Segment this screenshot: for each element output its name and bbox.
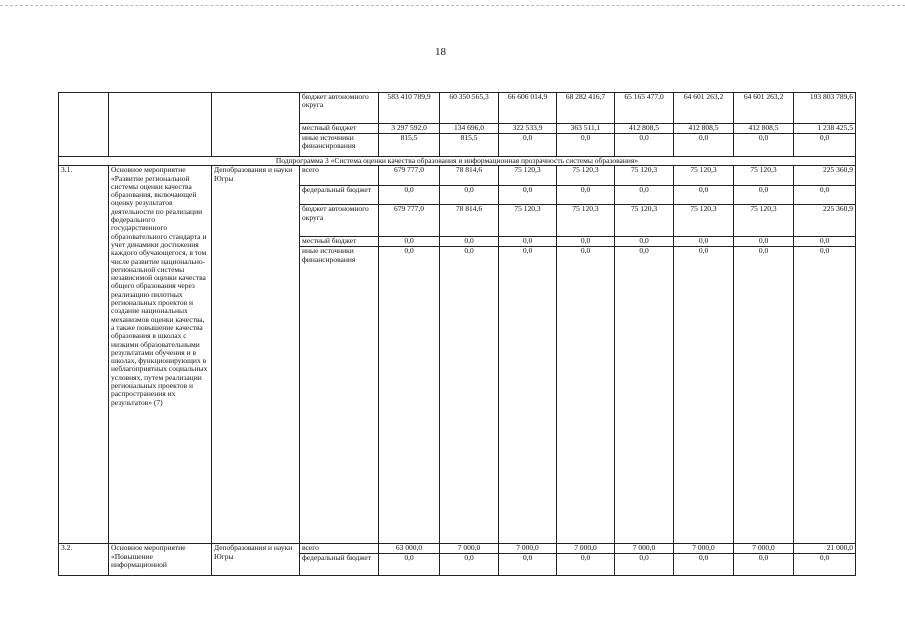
value-cell: 0,0	[794, 247, 856, 544]
table-row	[59, 157, 856, 166]
funding-source: всего	[300, 544, 379, 554]
value-cell: 0,0	[440, 237, 499, 247]
executor-cell	[212, 93, 300, 157]
value-cell: 21 000,0	[794, 544, 856, 554]
value-cell: 7 000,0	[440, 544, 499, 554]
value-cell: 75 120,3	[557, 166, 615, 186]
value-cell: 7 000,0	[674, 544, 734, 554]
value-cell: 66 606 014,9	[499, 93, 557, 124]
value-cell: 0,0	[674, 186, 734, 205]
value-cell: 0,0	[615, 247, 674, 544]
value-cell: 0,0	[734, 134, 794, 157]
value-cell: 60 350 565,3	[440, 93, 499, 124]
value-cell: 0,0	[615, 554, 674, 576]
value-cell: 679 777,0	[379, 205, 440, 237]
value-cell: 78 814,6	[440, 166, 499, 186]
value-cell: 75 120,3	[557, 205, 615, 237]
value-cell: 0,0	[557, 247, 615, 544]
value-cell: 815,5	[440, 134, 499, 157]
value-cell: 0,0	[734, 247, 794, 544]
entry-number: 3.2.	[59, 544, 109, 576]
description-cell	[109, 93, 212, 157]
value-cell: 0,0	[794, 554, 856, 576]
value-cell: 0,0	[615, 186, 674, 205]
value-cell: 75 120,3	[674, 166, 734, 186]
value-cell: 75 120,3	[734, 166, 794, 186]
value-cell: 363 511,1	[557, 124, 615, 134]
funding-source: иные источники финансирования	[300, 247, 379, 544]
entry-number: 3.1.	[59, 166, 109, 544]
value-cell: 583 410 789,9	[379, 93, 440, 124]
value-cell: 0,0	[674, 237, 734, 247]
value-cell: 0,0	[615, 237, 674, 247]
entry-description: Основное мероприятие «Повышение информационной	[109, 544, 212, 576]
value-cell: 0,0	[379, 247, 440, 544]
entry-executor: Депобразования и науки Югры	[212, 544, 300, 576]
table-row	[59, 166, 856, 186]
funding-source: местный бюджет	[300, 237, 379, 247]
value-cell: 225 360,9	[794, 166, 856, 186]
value-cell: 0,0	[557, 237, 615, 247]
entry-executor: Депобразования и науки Югры	[212, 166, 300, 544]
value-cell: 64 601 263,2	[674, 93, 734, 124]
value-cell: 0,0	[499, 247, 557, 544]
funding-source: бюджет автономного округа	[300, 93, 379, 124]
entry-description: Основное мероприятие «Развитие региональной системы оценки качества образования, включающей оценку результатов деятельности по реализации федерального государственного образовательного стандарта и учет динамики достижения каждого обучающегося, в том числе развитие национально-региональной системы независимой оценки качества общего образования через реализацию пилотных региональных проектов и создание национальных механизмов оценки качества, а также повышение качества образования в школах с низкими образовательными результатами обучения и в школах, функционирующих в неблагоприятных социальных условиях, путем реализации региональных проектов и распространения их результатов» (7)	[109, 166, 212, 544]
value-cell: 412 808,5	[615, 124, 674, 134]
value-cell: 0,0	[499, 134, 557, 157]
value-cell: 7 000,0	[557, 544, 615, 554]
value-cell: 0,0	[379, 237, 440, 247]
value-cell: 0,0	[794, 134, 856, 157]
scan-border-line	[0, 5, 905, 6]
subprogram-title: Подпрограмма 3 «Система оценки качества образования и информационная прозрачность системы образования»	[59, 157, 856, 166]
value-cell: 0,0	[615, 134, 674, 157]
value-cell: 322 533,9	[499, 124, 557, 134]
funding-source: местный бюджет	[300, 124, 379, 134]
value-cell: 815,5	[379, 134, 440, 157]
value-cell: 225 360,9	[794, 205, 856, 237]
budget-table	[58, 92, 856, 576]
value-cell: 412 808,5	[734, 124, 794, 134]
value-cell: 75 120,3	[734, 205, 794, 237]
value-cell: 7 000,0	[615, 544, 674, 554]
value-cell: 0,0	[557, 554, 615, 576]
value-cell: 679 777,0	[379, 166, 440, 186]
value-cell: 193 803 789,6	[794, 93, 856, 124]
value-cell: 63 000,0	[379, 544, 440, 554]
value-cell: 0,0	[379, 186, 440, 205]
value-cell: 0,0	[440, 247, 499, 544]
value-cell: 0,0	[674, 554, 734, 576]
funding-source: иные источники финансирования	[300, 134, 379, 157]
value-cell: 64 601 263,2	[734, 93, 794, 124]
value-cell: 75 120,3	[674, 205, 734, 237]
value-cell: 1 238 425,5	[794, 124, 856, 134]
value-cell: 0,0	[499, 554, 557, 576]
value-cell: 0,0	[734, 186, 794, 205]
value-cell: 0,0	[674, 247, 734, 544]
table-row	[59, 93, 856, 124]
number-cell	[59, 93, 109, 157]
value-cell: 75 120,3	[615, 166, 674, 186]
value-cell: 3 297 592,0	[379, 124, 440, 134]
value-cell: 0,0	[557, 186, 615, 205]
value-cell: 0,0	[499, 186, 557, 205]
page-number: 18	[435, 46, 446, 58]
value-cell: 134 696,0	[440, 124, 499, 134]
value-cell: 0,0	[440, 186, 499, 205]
value-cell: 75 120,3	[499, 205, 557, 237]
funding-source: всего	[300, 166, 379, 186]
value-cell: 0,0	[499, 237, 557, 247]
value-cell: 0,0	[440, 554, 499, 576]
value-cell: 0,0	[674, 134, 734, 157]
table-row	[59, 544, 856, 554]
value-cell: 412 808,5	[674, 124, 734, 134]
funding-source: федеральный бюджет	[300, 186, 379, 205]
value-cell: 7 000,0	[734, 544, 794, 554]
value-cell: 0,0	[794, 186, 856, 205]
funding-source: федеральный бюджет	[300, 554, 379, 576]
value-cell: 7 000,0	[499, 544, 557, 554]
value-cell: 0,0	[379, 554, 440, 576]
value-cell: 68 282 416,7	[557, 93, 615, 124]
value-cell: 0,0	[557, 134, 615, 157]
value-cell: 75 120,3	[499, 166, 557, 186]
value-cell: 0,0	[794, 237, 856, 247]
value-cell: 65 165 477,0	[615, 93, 674, 124]
value-cell: 0,0	[734, 237, 794, 247]
funding-source: бюджет автономного округа	[300, 205, 379, 237]
value-cell: 75 120,3	[615, 205, 674, 237]
value-cell: 78 814,6	[440, 205, 499, 237]
value-cell: 0,0	[734, 554, 794, 576]
